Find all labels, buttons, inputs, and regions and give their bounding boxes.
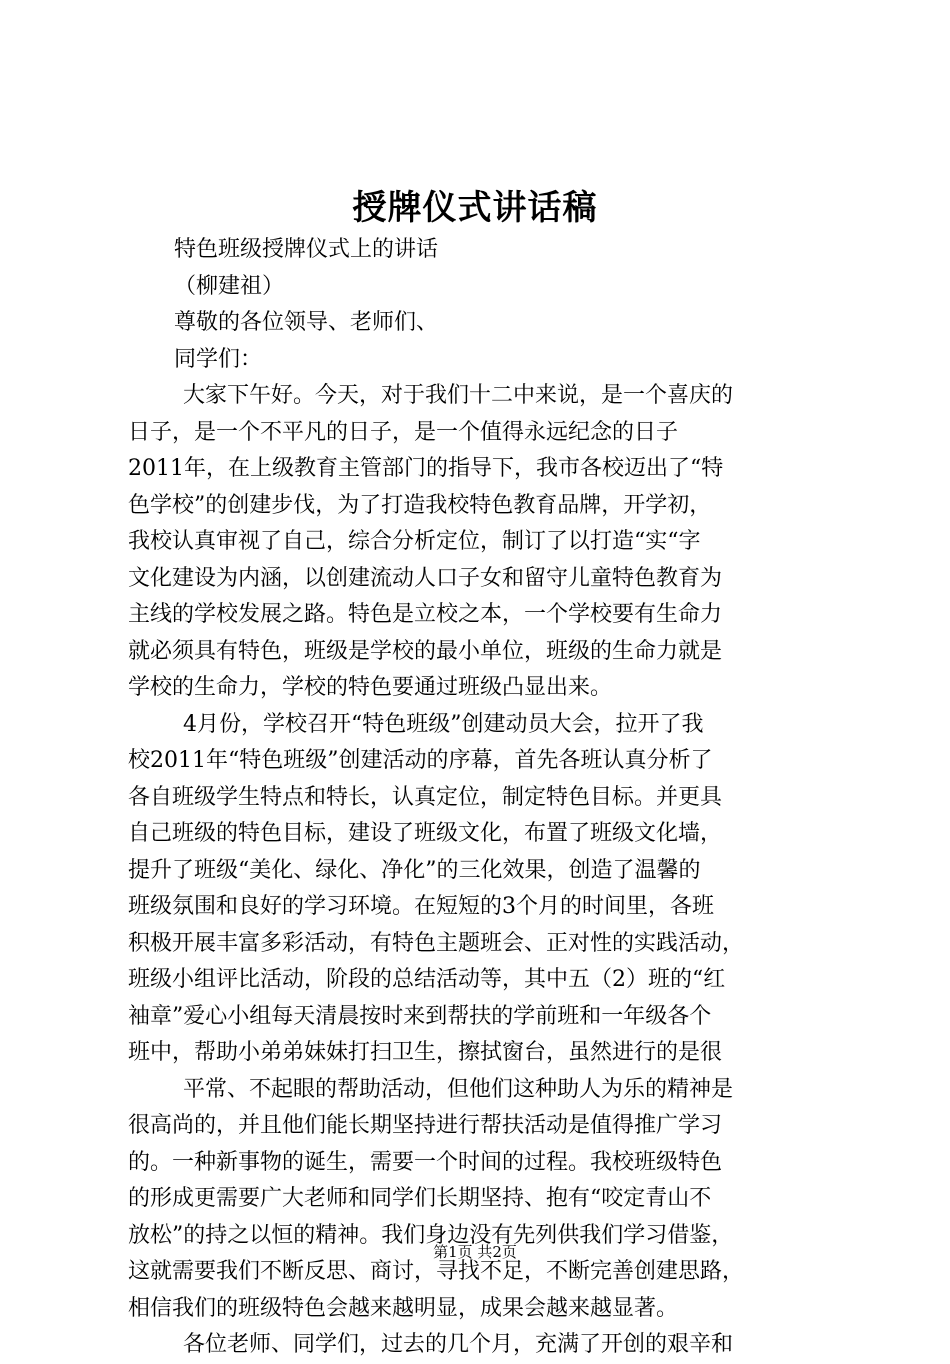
document-body	[128, 232, 828, 1364]
body-line: 积极开展丰富多彩活动，有特色主题班会、正对性的实践活动，	[128, 930, 745, 956]
body-line: 班中，帮助小弟弟妹妹打扫卫生，擦拭窗台，虽然进行的是很	[128, 1040, 723, 1065]
body-line: 特色班级授牌仪式上的讲话	[174, 237, 439, 262]
body-line: 各自班级学生特点和特长，认真定位，制定特色目标。并更具	[128, 784, 723, 810]
body-line: 这就需要我们不断反思、商讨，寻找不足，不断完善创建思路，	[128, 1259, 745, 1284]
body-line: 尊敬的各位领导、老师们、	[174, 310, 439, 335]
body-line: 袖章”爱心小组每天清晨按时来到帮扶的学前班和一年级各个	[128, 1003, 712, 1029]
body-line: 班级小组评比活动，阶段的总结活动等，其中五（2）班的“红	[128, 967, 726, 992]
body-line: 就必须具有特色，班级是学校的最小单位，班级的生命力就是	[128, 638, 723, 664]
body-line: 放松”的持之以恒的精神。我们身边没有先列供我们学习借鉴，	[128, 1222, 734, 1248]
body-line: 色学校”的创建步伐，为了打造我校特色教育品牌，开学初，	[128, 492, 712, 518]
body-line: 大家下午好。今天，对于我们十二中来说，是一个喜庆的	[183, 383, 734, 408]
body-line: 提升了班级“美化、绿化、净化”的三化效果，创造了温馨的	[128, 857, 701, 883]
body-line: 班级氛围和良好的学习环境。在短短的3个月的时间里，各班	[128, 894, 714, 919]
body-line: 2011年，在上级教育主管部门的指导下，我市各校迈出了“特	[128, 456, 724, 481]
body-line: 各位老师、同学们，过去的几个月，充满了开创的艰辛和	[183, 1332, 734, 1357]
body-line: （柳建祖）	[174, 273, 285, 299]
body-line: 的形成更需要广大老师和同学们长期坚持、抱有“咬定青山不	[128, 1186, 712, 1211]
body-line: 日子，是一个不平凡的日子，是一个值得永远纪念的日子	[128, 419, 679, 445]
body-line: 很高尚的，并且他们能长期坚持进行帮扶活动是值得推广学习	[128, 1113, 723, 1138]
body-line: 文化建设为内涵，以创建流动人口子女和留守儿童特色教育为	[128, 565, 723, 591]
body-line: 的。一种新事物的诞生，需要一个时间的过程。我校班级特色	[128, 1149, 723, 1175]
body-line: 4月份，学校召开“特色班级”创建动员大会，拉开了我	[183, 711, 704, 737]
body-line: 主线的学校发展之路。特色是立校之本，一个学校要有生命力	[128, 602, 723, 627]
document-title: 授牌仪式讲话稿	[352, 188, 598, 228]
body-line: 同学们：	[174, 346, 263, 372]
body-line: 平常、不起眼的帮助活动，但他们这种助人为乐的精神是	[183, 1076, 734, 1102]
body-line: 相信我们的班级特色会越来越明显，成果会越来越显著。	[128, 1295, 679, 1321]
body-line: 自己班级的特色目标，建设了班级文化，布置了班级文化墙，	[128, 821, 723, 846]
body-line: 我校认真审视了自己，综合分析定位，制订了以打造“实“字	[128, 529, 701, 554]
page-footer: 第1页 共2页	[433, 1243, 517, 1261]
body-line: 校2011年“特色班级”创建活动的序幕，首先各班认真分析了	[128, 748, 713, 773]
body-line: 学校的生命力，学校的特色要通过班级凸显出来。	[128, 675, 613, 700]
